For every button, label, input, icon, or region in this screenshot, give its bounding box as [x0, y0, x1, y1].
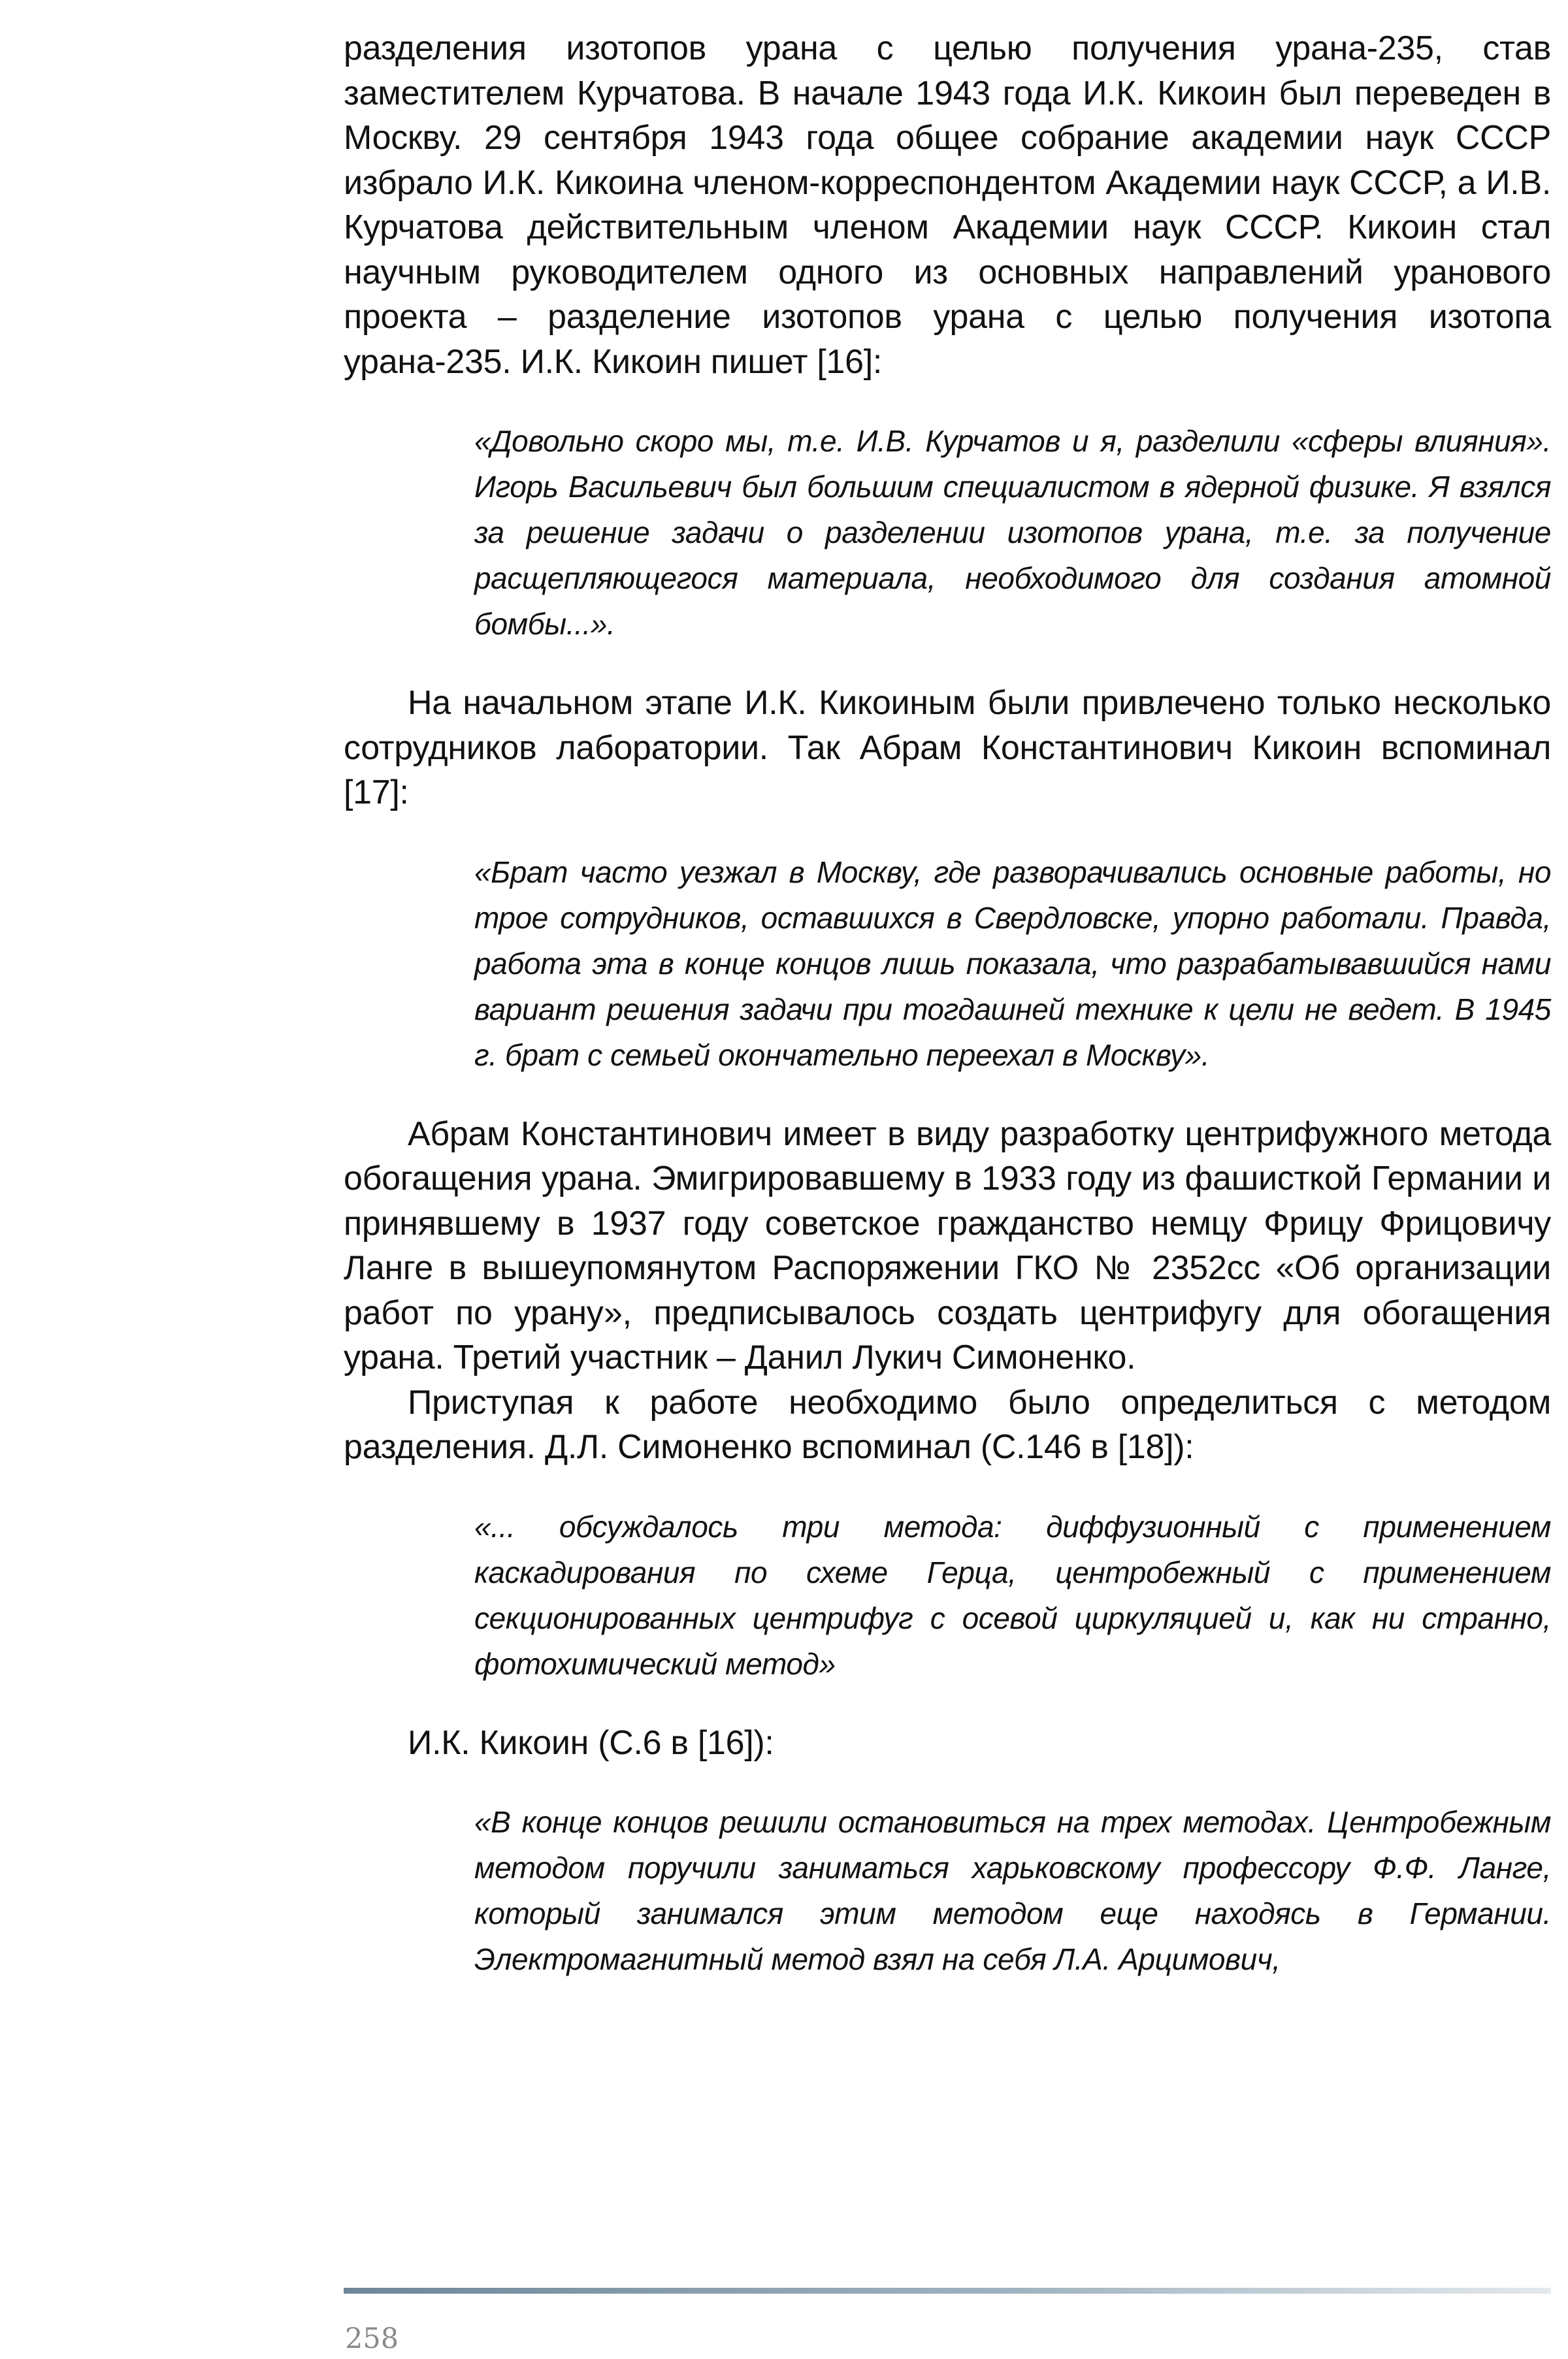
body-paragraph-3: Абрам Константинович имеет в виду разработку центрифужного метода обогащения урана. Эмигрировавшему в 1933 году из фашисткой Германии и принявшему в 1937 году советское гражданство немцу Фрицу Фрицовичу Ланге в вышеупомянутом Распоряжении ГКО № 2352сс «Об организации работ по урану», предписывалось создать центрифугу для обогащения урана. Третий участник – Данил Лукич Симоненко. — [344, 1114, 1551, 1376]
text-column — [344, 26, 1551, 1982]
body-paragraph-2: На начальном этапе И.К. Кикоиным были привлечено только несколько сотрудников лаборатории. Так Абрам Константинович Кикоин вспоминал [17]: — [344, 684, 1551, 811]
body-paragraph-4: Приступая к работе необходимо было определиться с методом разделения. Д.Л. Симоненко вспоминал (С.146 в [18]): — [344, 1383, 1551, 1466]
footer-rule — [344, 2288, 1551, 2294]
quote-kikoin-spheres: «Довольно скоро мы, т.е. И.В. Курчатов и я, разделили «сферы влияния». Игорь Васильевич был большим специалистом в ядерной физике. Я взялся за решение задачи о разделении изотопов урана, т.е. за получение расщепляющегося материала, необходимого для создания атомной бомбы...». — [474, 424, 1551, 641]
body-paragraph-1: разделения изотопов урана с целью получения урана-235, став заместителем Курчатова. В начале 1943 года И.К. Кикоин был переведен в Москву. 29 сентября 1943 года общее собрание академии наук СССР избрало И.К. Кикоина членом-корреспондентом Академии наук СССР, а И.В. Курчатова действительным членом Академии наук СССР. Кикоин стал научным руководителем одного из основных направлений уранового проекта – разделение изотопов урана с целью получения изотопа урана-235. И.К. Кикоин пишет [16]: — [344, 29, 1551, 381]
quote-simonenko-methods: «... обсуждалось три метода: диффузионный с применением каскадирования по схеме Герца, центробежный с применением секционированных центрифуг с осевой циркуляцией и, как ни странно, фотохимический метод» — [474, 1509, 1551, 1681]
quote-kikoin-three-methods: «В конце концов решили остановиться на трех методах. Центробежным методом поручили заниматься харьковскому профессору Ф.Ф. Ланге, который занимался этим методом еще находясь в Германии. Электромагнитный метод взял на себя Л.А. Арцимович, — [474, 1805, 1551, 1976]
body-paragraph-5: И.К. Кикоин (С.6 в [16]): — [408, 1723, 774, 1762]
page-number: 258 — [345, 2322, 399, 2355]
quote-brother-moscow: «Брат часто уезжал в Москву, где разворачивались основные работы, но трое сотрудников, оставшихся в Свердловске, упорно работали. Правда, работа эта в конце концов лишь показала, что разрабатывавшийся нами вариант решения задачи при тогдашней технике к цели не ведет. В 1945 г. брат с семьей окончательно переехал в Москву». — [474, 854, 1551, 1072]
